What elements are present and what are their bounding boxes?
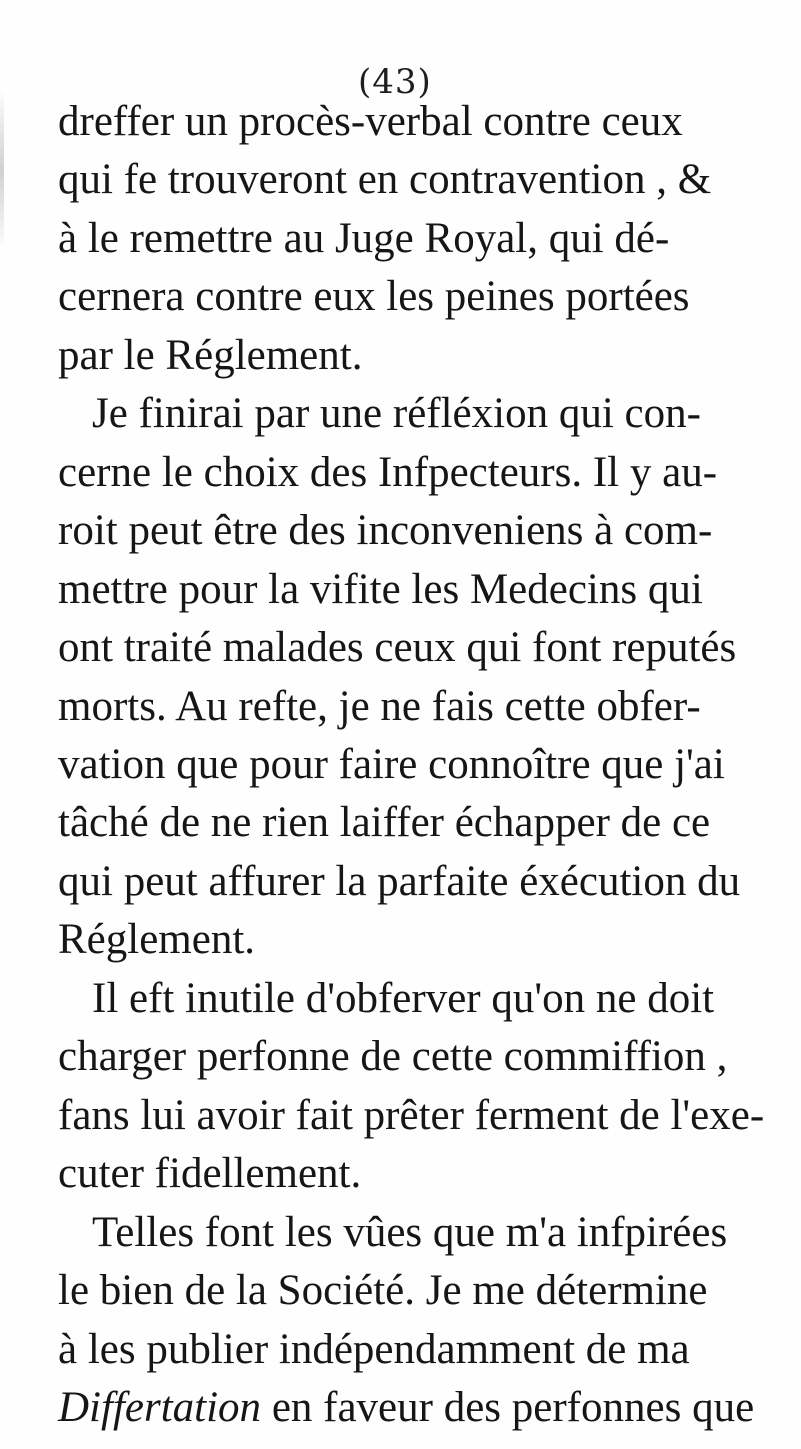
text-line: le bien de la Société. Je me détermine [58, 1267, 708, 1314]
text-line: mettre pour la vifite les Medecins qui [58, 566, 703, 613]
text-line: cuter fidellement. [58, 1150, 362, 1197]
paragraph-start-line: Telles font les vûes que m'a infpirées [92, 1209, 728, 1256]
text-line: par le Réglement. [58, 332, 363, 379]
paragraph-start-line: Je finirai par une réfléxion qui con- [92, 390, 701, 437]
text-line-with-italic [58, 1386, 754, 1429]
page-number: (43) [358, 62, 432, 102]
text-line: dreffer un procès-verbal contre ceux [58, 98, 683, 145]
text-line: vation que pour faire connoître que j'ai [58, 741, 725, 788]
text-line: morts. Au refte, je ne fais cette obfer- [58, 683, 701, 730]
binding-shadow [0, 90, 4, 250]
text-line: Réglement. [58, 916, 256, 963]
text-line: charger perfonne de cette commiffion , [58, 1033, 728, 1080]
text-line: cernera contre eux les peines portées [58, 273, 690, 320]
text-fragment: en faveur des perfonnes que [271, 1384, 755, 1431]
text-line: qui peut affurer la parfaite éxécution du [58, 858, 741, 905]
text-line: à les publier indépendamment de ma [58, 1326, 690, 1373]
text-line: cerne le choix des Infpecteurs. Il y au- [58, 449, 718, 496]
italic-word: Differtation [58, 1384, 262, 1431]
text-line: tâché de ne rien laiffer échapper de ce [58, 799, 711, 846]
text-line: ont traité malades ceux qui font reputés [58, 624, 737, 671]
text-line: roit peut être des inconveniens à com- [58, 507, 713, 554]
paragraph-start-line: Il eft inutile d'obferver qu'on ne doit [92, 975, 715, 1022]
text-line: fans lui avoir fait prêter ferment de l'exe- [58, 1092, 765, 1139]
text-line: à le remettre au Juge Royal, qui dé- [58, 215, 670, 262]
text-line: qui fe trouveront en contravention , & [58, 156, 712, 203]
